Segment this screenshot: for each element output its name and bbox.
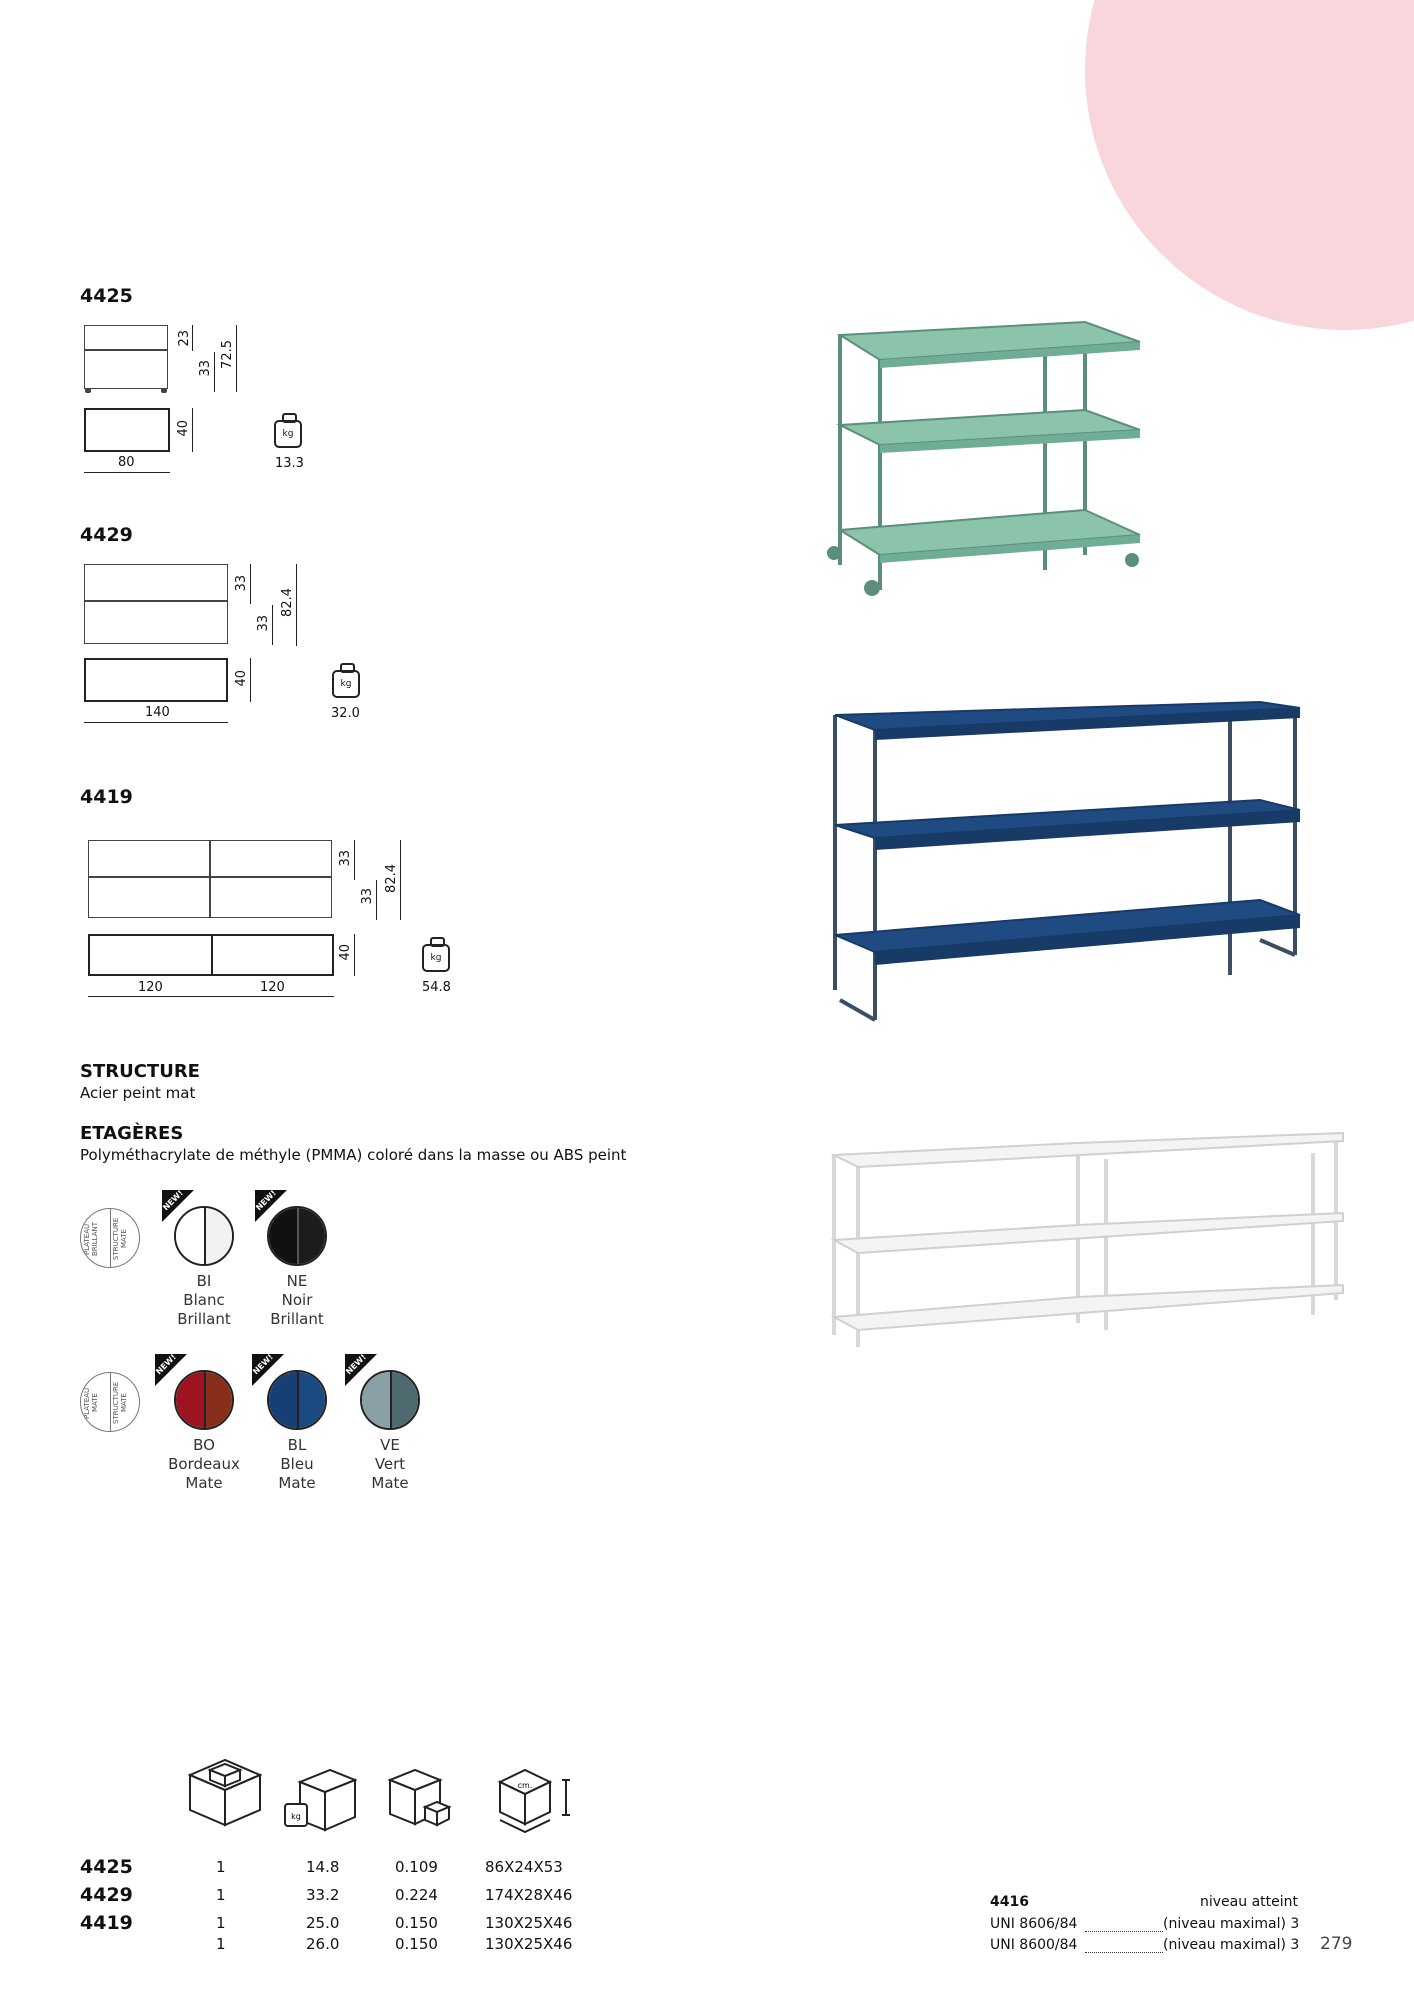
pack-row-volume: 0.150 — [395, 1914, 438, 1932]
reference-line-label: UNI 8600/84 — [990, 1937, 1078, 1953]
product-photo-green-trolley — [820, 310, 1150, 605]
color-label-vert: VE Vert Mate — [371, 1436, 409, 1492]
pack-row-size: 130X25X46 — [485, 1935, 573, 1953]
product-code-4425: 4425 — [80, 285, 133, 307]
product-photo-white-shelf — [828, 1125, 1348, 1350]
pack-row-qty: 1 — [216, 1886, 226, 1904]
svg-text:kg: kg — [291, 1812, 301, 1821]
new-badge: NEW! — [252, 1354, 284, 1386]
dim-height-33: 33 — [198, 360, 213, 377]
color-label-bordeaux: BO Bordeaux Mate — [168, 1436, 240, 1492]
structure-text: Acier peint mat — [80, 1084, 196, 1102]
pack-row-weight: 25.0 — [306, 1914, 340, 1932]
pack-row-volume: 0.150 — [395, 1935, 438, 1953]
dim-width: 80 — [118, 455, 135, 470]
package-quantity-icon — [180, 1750, 270, 1830]
dim-width-left: 120 — [138, 980, 163, 995]
dim-depth: 40 — [234, 670, 249, 687]
color-label-blanc: BI Blanc Brillant — [177, 1272, 231, 1328]
reference-line-value: (niveau maximal) 3 — [1163, 1937, 1300, 1953]
pack-row-weight: 26.0 — [306, 1935, 340, 1953]
legend-glossy-icon: PLATEAU BRILLANT STRUCTURE MATE — [80, 1208, 140, 1268]
pack-row-qty: 1 — [216, 1914, 226, 1932]
front-view-4429 — [84, 564, 230, 646]
dim-depth: 40 — [176, 420, 191, 437]
pack-row-qty: 1 — [216, 1935, 226, 1953]
reference-header: niveau atteint — [1200, 1894, 1298, 1910]
product-photo-blue-shelf — [830, 690, 1305, 1025]
reference-line-value: (niveau maximal) 3 — [1163, 1916, 1300, 1932]
dim-height-33: 33 — [360, 888, 375, 905]
pack-row-code: 4425 — [80, 1856, 133, 1878]
dim-height-23: 23 — [177, 330, 192, 347]
package-volume-icon — [385, 1762, 455, 1832]
dim-height-total: 82.4 — [384, 864, 399, 893]
top-view-4429 — [84, 658, 228, 702]
dim-width: 140 — [145, 705, 170, 720]
weight-value: 13.3 — [275, 456, 304, 471]
svg-text:cm.: cm. — [517, 1781, 533, 1790]
product-code-4419: 4419 — [80, 786, 133, 808]
dim-width-right: 120 — [260, 980, 285, 995]
shelves-text: Polyméthacrylate de méthyle (PMMA) coloré dans la masse ou ABS peint — [80, 1146, 627, 1164]
pack-row-weight: 14.8 — [306, 1858, 340, 1876]
reference-line-label: UNI 8606/84 — [990, 1916, 1078, 1932]
front-view-4425 — [84, 325, 170, 393]
pack-row-volume: 0.224 — [395, 1886, 438, 1904]
front-view-4419 — [88, 840, 334, 920]
product-code-4429: 4429 — [80, 524, 133, 546]
pack-row-code: 4429 — [80, 1884, 133, 1906]
structure-heading: STRUCTURE — [80, 1061, 200, 1082]
reference-code: 4416 — [990, 1894, 1029, 1910]
pack-row-size: 130X25X46 — [485, 1914, 573, 1932]
weight-value: 32.0 — [331, 706, 360, 721]
top-view-4425 — [84, 408, 170, 452]
pack-row-weight: 33.2 — [306, 1886, 340, 1904]
new-badge: NEW! — [155, 1354, 187, 1386]
dim-height-total: 82.4 — [280, 588, 295, 617]
dim-height-33: 33 — [234, 575, 249, 592]
top-view-4419 — [88, 934, 334, 976]
package-dimensions-icon — [490, 1760, 585, 1835]
new-badge: NEW! — [162, 1190, 194, 1222]
decorative-pink-circle — [1085, 0, 1414, 330]
new-badge: NEW! — [255, 1190, 287, 1222]
weight-value: 54.8 — [422, 980, 451, 995]
pack-row-qty: 1 — [216, 1858, 226, 1876]
package-weight-icon — [280, 1762, 360, 1832]
weight-icon: kg — [332, 670, 360, 698]
legend-matte-icon: PLATEAU MATE STRUCTURE MATE — [80, 1372, 140, 1432]
weight-icon: kg — [274, 420, 302, 448]
page-number: 279 — [1320, 1934, 1353, 1954]
weight-icon: kg — [422, 944, 450, 972]
dim-height-total: 72.5 — [220, 340, 235, 369]
new-badge: NEW! — [345, 1354, 377, 1386]
color-label-noir: NE Noir Brillant — [270, 1272, 324, 1328]
pack-row-code: 4419 — [80, 1912, 133, 1934]
pack-row-size: 86X24X53 — [485, 1858, 563, 1876]
shelves-heading: ETAGÈRES — [80, 1123, 184, 1144]
dim-height-33: 33 — [338, 850, 353, 867]
dim-height-33: 33 — [256, 615, 271, 632]
color-label-bleu: BL Bleu Mate — [278, 1436, 316, 1492]
pack-row-volume: 0.109 — [395, 1858, 438, 1876]
pack-row-size: 174X28X46 — [485, 1886, 573, 1904]
dim-depth: 40 — [338, 944, 353, 961]
